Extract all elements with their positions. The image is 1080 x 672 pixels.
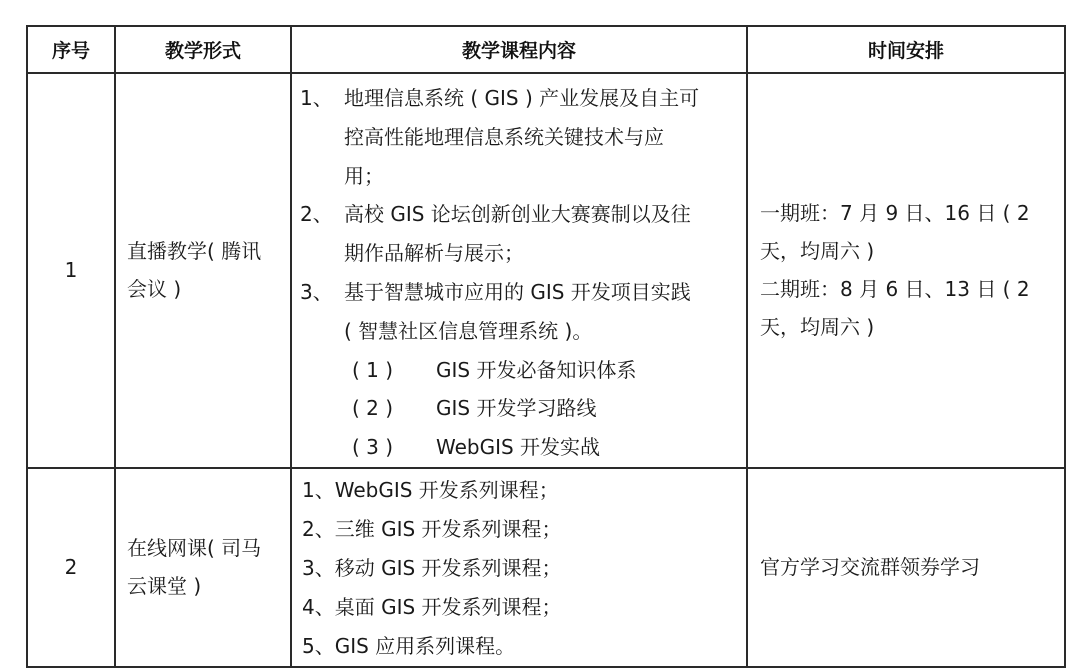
header-row	[27, 26, 1065, 73]
item-continuation: 期作品解析与展示；	[344, 241, 524, 266]
form-line: 直播教学( 腾讯	[127, 239, 262, 264]
header-time: 时间安排	[747, 26, 1065, 73]
time-line: 二期班：8 月 6 日、13 日 ( 2	[760, 277, 1030, 302]
content-item: 2、三维 GIS 开发系列课程；	[302, 516, 562, 541]
content-item	[300, 195, 738, 234]
item-text: 地理信息系统 ( GIS ) 产业发展及自主可	[344, 86, 700, 110]
form-line: 在线网课( 司马	[127, 536, 262, 561]
table-row	[27, 73, 1065, 468]
time-line: 官方学习交流群领券学习	[760, 555, 980, 580]
row-time	[747, 468, 1065, 667]
item-continuation: ( 智慧社区信息管理系统 )。	[344, 318, 593, 343]
item-text: 高校 GIS 论坛创新创业大赛赛制以及往	[344, 202, 691, 227]
table-row	[27, 468, 1065, 667]
item-number: 1、	[300, 86, 333, 110]
item-continuation: 用；	[344, 163, 384, 188]
subitem-number: ( 3 )	[352, 435, 394, 460]
header-form: 教学形式	[115, 26, 291, 73]
content-item: 3、移动 GIS 开发系列课程；	[302, 555, 562, 580]
row-time	[747, 73, 1065, 468]
subitem-number: ( 2 )	[352, 396, 394, 421]
item-text: 基于智慧城市应用的 GIS 开发项目实践	[344, 279, 691, 304]
header-content: 教学课程内容	[291, 26, 747, 73]
subitem-text: WebGIS 开发实战	[436, 435, 601, 460]
time-line: 天，均周六 )	[760, 239, 875, 264]
subitem-text: GIS 开发必备知识体系	[436, 357, 637, 382]
row-seq: 1	[27, 73, 115, 468]
form-line: 云课堂 )	[127, 574, 202, 599]
content-item: 4、桌面 GIS 开发系列课程；	[302, 594, 562, 619]
header-seq: 序号	[27, 26, 115, 73]
content-item	[300, 79, 738, 118]
subitem-text: GIS 开发学习路线	[436, 396, 597, 421]
time-line: 天，均周六 )	[760, 315, 875, 340]
row-content	[291, 468, 747, 667]
item-number: 3、	[300, 279, 333, 304]
course-schedule-table	[26, 25, 1066, 668]
row-form	[115, 468, 291, 667]
item-number: 2、	[300, 202, 333, 227]
content-item	[300, 273, 738, 312]
subitem-number: ( 1 )	[352, 357, 394, 382]
content-subitem	[300, 428, 738, 467]
form-line: 会议 )	[127, 277, 182, 302]
content-item: 5、GIS 应用系列课程。	[302, 633, 516, 658]
item-continuation: 控高性能地理信息系统关键技术与应	[344, 124, 664, 149]
content-subitem	[300, 389, 738, 428]
row-content	[291, 73, 747, 468]
row-seq: 2	[27, 468, 115, 667]
content-item: 1、WebGIS 开发系列课程；	[302, 477, 559, 502]
content-subitem	[300, 351, 738, 390]
row-form	[115, 73, 291, 468]
time-line: 一期班：7 月 9 日、16 日 ( 2	[760, 201, 1030, 226]
